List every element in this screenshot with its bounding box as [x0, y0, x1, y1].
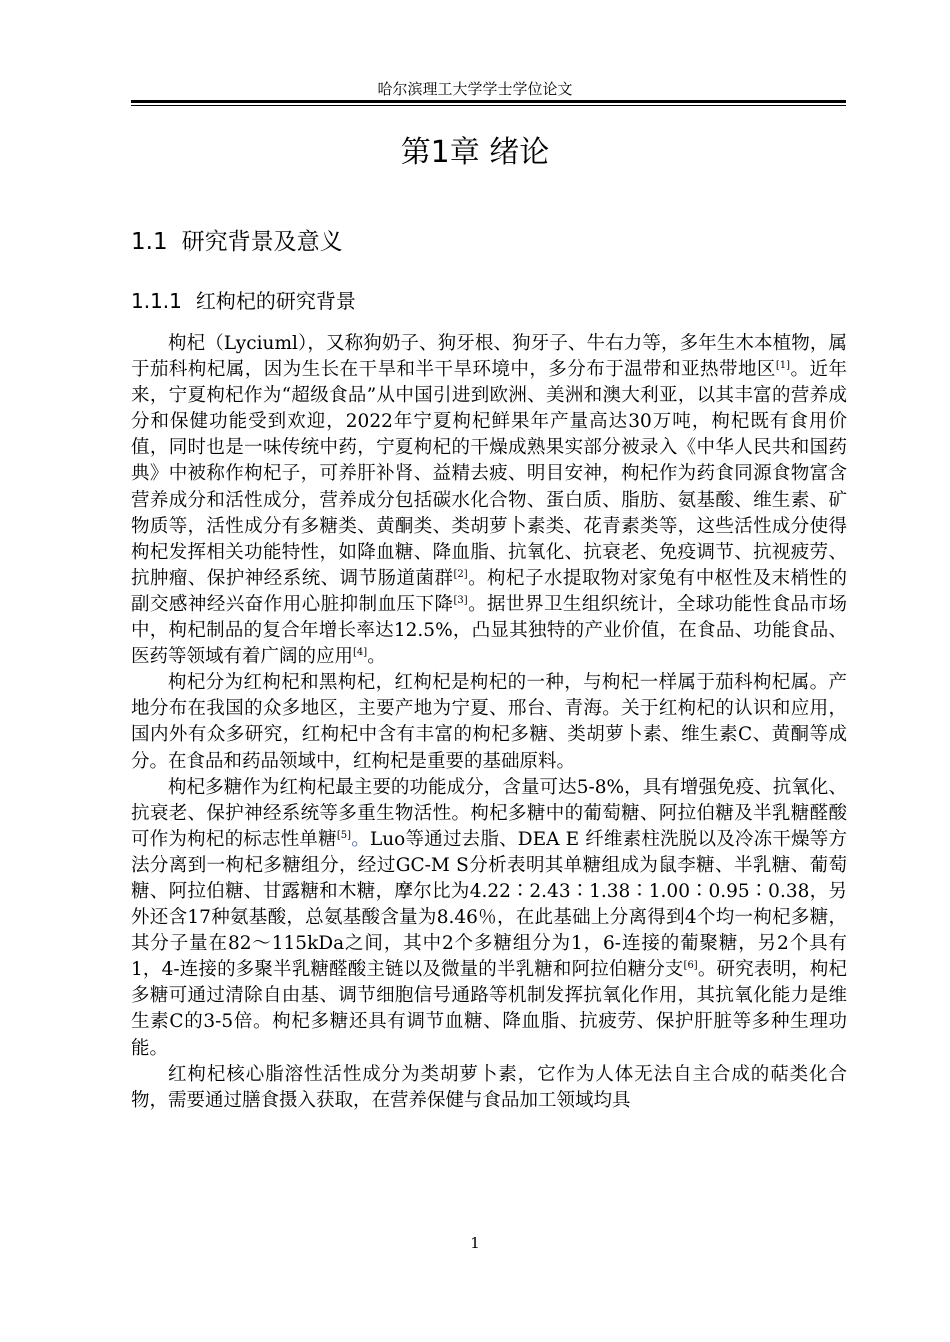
chapter-title: 第1章 绪论 — [400, 135, 550, 170]
paragraph-text: Luo等通过去脂、DEA E 纤维素柱洗脱以及冷冻干燥等方法分离到一枸杞多糖组分，经过GC-M S分析表明其单糖组成为鼠李糖、半乳糖、葡萄糖、阿拉伯糖、甘露糖和木糖，摩尔比为4.22∶2.43∶1.38∶1.00∶0.95∶0.38，另外还含17种氨基酸，总氨基酸含量为8.46％，在此基础上分离得到4个均一枸杞多糖，其分子量在82～115kDa之间，其中2个多糖组分为1，6-连接的葡聚糖，另2个具有1，4-连接的多聚半乳糖醛酸主链以及微量的半乳糖和阿拉伯糖分支 — [131, 828, 847, 981]
subsection-heading — [131, 287, 356, 315]
paragraph-text: 。 — [367, 646, 386, 668]
paragraph-text: 红枸杞核心脂溶性活性成分为类胡萝卜素，它作为人体无法自主合成的萜类化合物，需要通过膳食摄入获取，在营养保健与食品加工领域均具 — [131, 1063, 847, 1111]
citation: [1] — [775, 360, 791, 372]
paragraph-text: 。据世界卫生组织统计，全球功能性食品市场中，枸杞制品的复合年增长率达12.5%，凸显其独特的产业价值，在食品、功能食品、医药等领域有着广阔的应用 — [131, 593, 847, 668]
paragraph-text: 。 — [351, 828, 370, 850]
paragraph-text: 。研究表明，枸杞多糖可通过清除自由基、调节细胞信号通路等机制发挥抗氧化作用，其抗氧化能力是维生素C的3-5倍。枸杞多糖还具有调节血糖、降血脂、抗疲劳、保护肝脏等多种生理功能。 — [131, 959, 847, 1059]
paragraph-text: 枸杞多糖作为红枸杞最主要的功能成分，含量可达5-8%，具有增强免疫、抗氧化、抗衰老、保护神经系统等多重生物活性。枸杞多糖中的葡萄糖、阿拉伯糖及半乳糖醛酸可作为枸杞的标志性单糖 — [131, 776, 847, 850]
subsection-title: 红枸杞的研究背景 — [195, 289, 356, 313]
paragraph — [131, 331, 847, 670]
section-heading — [131, 227, 343, 257]
header-rule-thick — [131, 100, 846, 103]
paragraph — [131, 775, 847, 1062]
section-number: 1.1 — [131, 229, 168, 255]
paragraph — [131, 670, 847, 774]
paragraph-text: 枸杞（Lyciuml），又称狗奶子、狗牙根、狗牙子、牛右力等，多年生木本植物，属于茄科枸杞属，因为生长在干旱和半干旱环境中，多分布于温带和亚热带地区 — [131, 333, 847, 381]
header-rule-thin — [131, 105, 846, 106]
citation: [5] — [336, 829, 352, 841]
citation: [6] — [683, 960, 698, 972]
paragraph-text: 。近年来，宁夏枸杞作为“超级食品”从中国引进到欧洲、美洲和澳大利亚，以其丰富的营养成分和保健功能受到欢迎，2022年宁夏枸杞鲜果年产量高达30万吨，枸杞既有食用价值，同时也是一味传统中药，宁夏枸杞的干燥成熟果实部分被录入《中华人民共和国药典》中被称作枸杞子，可养肝补肾、益精去疲、明目安神，枸杞作为药食同源食物富含营养成分和活性成分，营养成分包括碳水化合物、蛋白质、脂肪、氨基酸、维生素、矿物质等，活性成分有多糖类、黄酮类、类胡萝卜素类、花青素类等，这些活性成分使得枸杞发挥相关功能特性，如降血糖、降血脂、抗氧化、抗衰老、免疫调节、抗视疲劳、抗肿瘤、保护神经系统、调节肠道菌群 — [131, 359, 847, 589]
paragraph-text: 枸杞分为红枸杞和黑枸杞，红枸杞是枸杞的一种，与枸杞一样属于茄科枸杞属。产地分布在我国的众多地区，主要产地为宁夏、邢台、青海。关于红枸杞的认识和应用，国内外有众多研究，红枸杞中含有丰富的枸杞多糖、类胡萝卜素、维生素C、黄酮等成分。在食品和药品领域中，红枸杞是重要的基础原料。 — [131, 672, 847, 772]
citation: [2] — [453, 568, 468, 580]
paragraph — [131, 1062, 847, 1114]
page-number: 1 — [470, 1234, 480, 1252]
paragraph-text: 。枸杞子水提取物对家兔有中枢性及末梢性的副交感神经兴奋作用心脏抑制血压下降 — [131, 567, 847, 615]
subsection-number: 1.1.1 — [131, 289, 182, 313]
section-title: 研究背景及意义 — [181, 229, 343, 255]
body-text — [131, 331, 847, 1114]
running-header: 哈尔滨理工大学学士学位论文 — [377, 80, 573, 98]
citation: [3] — [453, 594, 468, 606]
citation: [4] — [353, 647, 368, 659]
